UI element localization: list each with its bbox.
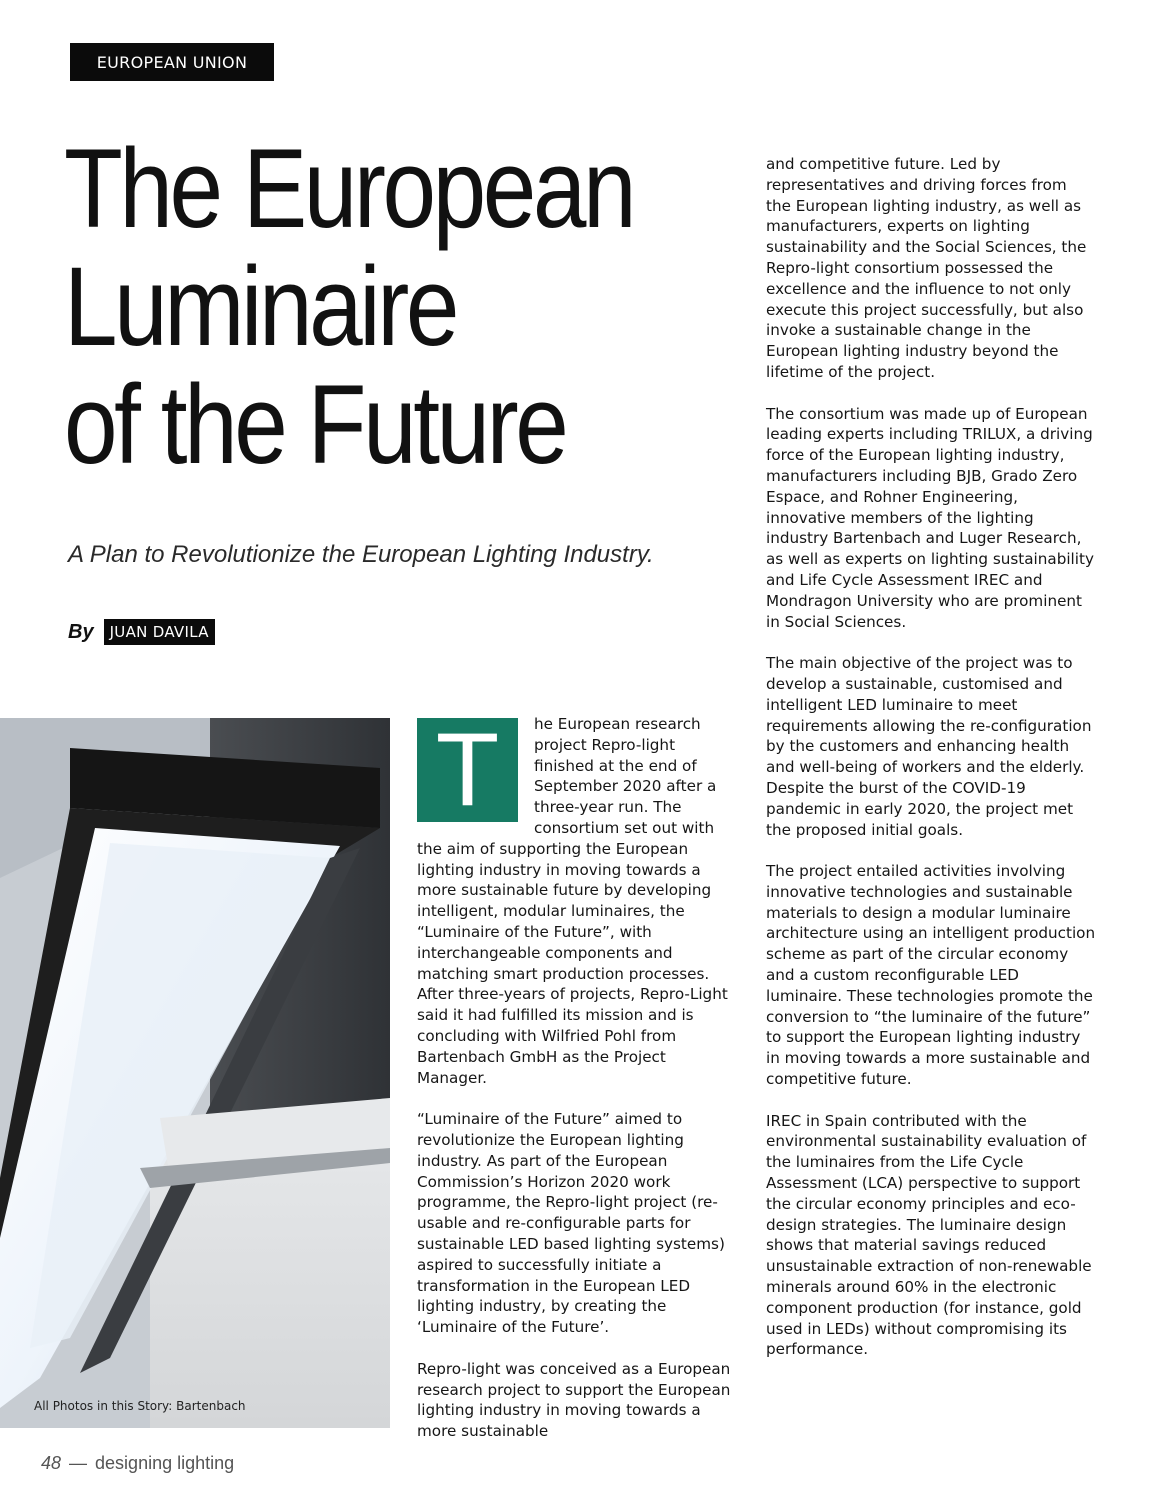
title-line-1: The European xyxy=(64,126,634,251)
page-footer xyxy=(41,1453,234,1474)
paragraph: The project entailed activities involving innovative technologies and sustainable materials to design a modular luminaire architecture using an intelligent production scheme as part of the circular economy and a custom reconfigurable LED luminaire. These technologies promote the conversion to “the luminaire of the future” to support the European lighting industry in moving towards a more sustainable and competitive future. xyxy=(766,862,1096,1089)
article-subtitle: A Plan to Revolutionize the European Lighting Industry. xyxy=(68,541,654,568)
author-name: JUAN DAVILA xyxy=(104,619,215,645)
footer-dash: — xyxy=(69,1453,88,1473)
paragraph: IREC in Spain contributed with the environmental sustainability evaluation of the luminaires from the Life Cycle Assessment (LCA) perspective to support the circular economy principles and eco-design strategies. The luminaire design shows that material savings reduced unsustainable extraction of non-renewable minerals around 60% in the electronic component production (for instance, gold used in LEDs) without compromising its performance. xyxy=(766,1111,1092,1359)
luminaire-photo xyxy=(0,718,390,1428)
article-column-right xyxy=(766,154,1096,1381)
paragraph: “Luminaire of the Future” aimed to revolutionize the European lighting industry. As part of the European Commission’s Horizon 2020 work programme, the Repro-light project (re-usable and re-configurable parts for sustainable LED based lighting systems) aspired to successfully initiate a transformation in the European LED lighting industry, by creating the ‘Luminaire of the Future’. xyxy=(417,1110,725,1337)
title-line-3: of the Future xyxy=(64,362,566,487)
section-tag: EUROPEAN UNION xyxy=(70,43,274,81)
article-column-middle xyxy=(417,714,732,1463)
article-title xyxy=(64,126,634,487)
publication-name: designing lighting xyxy=(95,1453,235,1473)
paragraph-text: he European research project Repro-light finished at the end of September 2020 after a three-year run. The consortium set out with the aim of supporting the European lighting industry in moving towards a more sustainable future by developing intelligent, modular luminaires, the “Luminaire of the Future”, with interchangeable components and matching smart production processes. After three-years of projects, Repro-Light said it had fulfilled its mission and is concluding with Wilfried Pohl from Bartenbach GmbH as the Project Manager. xyxy=(417,715,728,1087)
byline xyxy=(68,619,215,645)
paragraph xyxy=(417,714,732,1088)
paragraph: The consortium was made up of European leading experts including TRILUX, a driving force of the European lighting industry, manufacturers including BJB, Grado Zero Espace, and Rohner Engineering, innovative members of the lighting industry Bartenbach and Luger Research, as well as experts on lighting sustainability and Life Cycle Assessment IREC and Mondragon University who are prominent in Social Sciences. xyxy=(766,404,1094,631)
paragraph: Repro-light was conceived as a European research project to support the European lighting industry in moving towards a more sustainable xyxy=(417,1359,731,1441)
page-number: 48 xyxy=(41,1453,62,1473)
paragraph: The main objective of the project was to develop a sustainable, customised and intelligent LED luminaire to meet requirements allowing the re-configuration by the customers and enhancing health and well-being of workers and the elderly. Despite the burst of the COVID-19 pandemic in early 2020, the project met the proposed initial goals. xyxy=(766,654,1092,839)
title-line-2: Luminaire xyxy=(64,244,456,369)
paragraph: and competitive future. Led by representatives and driving forces from the European lighting industry, as well as manufacturers, experts on lighting sustainability and the Social Sciences, the Repro-light consortium possessed the excellence and the influence to not only execute this project successfully, but also invoke a sustainable change in the European lighting industry beyond the lifetime of the project. xyxy=(766,155,1087,381)
byline-by: By xyxy=(68,620,94,643)
drop-cap: T xyxy=(417,718,518,822)
photo-credit: All Photos in this Story: Bartenbach xyxy=(34,1399,246,1413)
luminaire-illustration xyxy=(0,718,390,1428)
